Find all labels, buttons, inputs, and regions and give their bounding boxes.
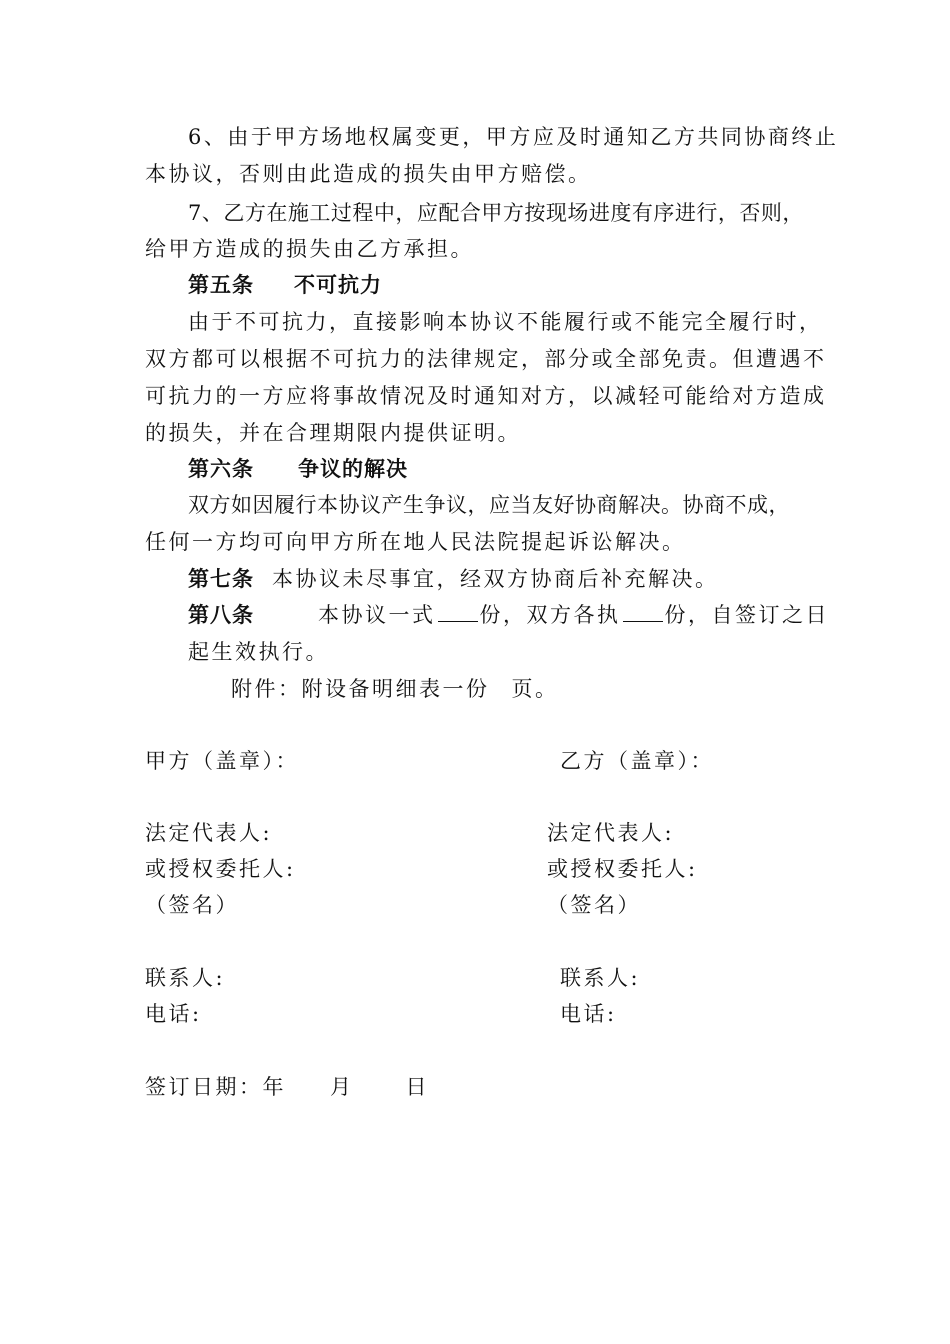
party-a-phone-label: 电话:	[145, 1002, 202, 1026]
party-b-phone-label: 电话:	[560, 1002, 617, 1026]
party-a-seal-label: 甲方（盖章）：	[145, 749, 299, 773]
article-7	[188, 566, 719, 592]
article-5-heading	[188, 272, 382, 298]
article-8-text-c: 份，自签订之日	[664, 603, 829, 627]
party-b-sign-label: （签名）	[547, 893, 641, 917]
article-8-line-1	[188, 602, 829, 628]
party-a-authorized-label: 或授权委托人:	[145, 857, 296, 881]
attachment-line	[231, 676, 559, 702]
signing-date-day: 日	[405, 1075, 429, 1099]
article-5-title: 不可抗力	[294, 272, 382, 297]
article-8-text-a: 本协议一式	[318, 603, 436, 627]
party-b-legal-rep-label: 法定代表人:	[547, 821, 675, 845]
party-a-legal-rep-label: 法定代表人:	[145, 821, 273, 845]
article-5-line-4: 的损失，并在合理期限内提供证明。	[145, 421, 521, 445]
party-a-contact-label: 联系人:	[145, 966, 226, 990]
copies-total-blank	[438, 603, 478, 622]
signing-date-label: 签订日期：	[145, 1075, 263, 1099]
clause-7-line-2: 给甲方造成的损失由乙方承担。	[145, 237, 474, 261]
article-6-heading	[188, 456, 408, 482]
party-b-authorized-label: 或授权委托人:	[547, 857, 698, 881]
article-8-number: 第八条	[188, 602, 254, 627]
article-6-title: 争议的解决	[298, 456, 408, 481]
article-5-line-3: 可抗力的一方应将事故情况及时通知对方，以减轻可能给对方造成	[145, 384, 827, 408]
article-8-text-b: 份，双方各执	[479, 603, 621, 627]
article-6-number: 第六条	[188, 456, 254, 481]
signing-date-year: 年	[262, 1075, 286, 1099]
clause-7-line-1: 7、乙方在施工过程中，应配合甲方按现场进度有序进行，否则，	[188, 201, 804, 225]
copies-each-blank	[623, 603, 663, 622]
party-b-seal-label: 乙方（盖章）：	[560, 749, 714, 773]
party-a-sign-label: （签名）	[145, 893, 239, 917]
article-5-line-1: 由于不可抗力，直接影响本协议不能履行或不能完全履行时，	[188, 310, 823, 334]
signing-date-line	[145, 1074, 429, 1100]
article-6-line-1: 双方如因履行本协议产生争议，应当友好协商解决。协商不成，	[188, 493, 790, 517]
article-8-line-2: 起生效执行。	[188, 640, 329, 664]
article-7-number: 第七条	[188, 566, 254, 591]
article-5-number: 第五条	[188, 272, 254, 297]
article-6-line-2: 任何一方均可向甲方所在地人民法院提起诉讼解决。	[145, 530, 686, 554]
signing-date-month: 月	[330, 1075, 354, 1099]
attachment-text: 附件：附设备明细表一份	[231, 677, 490, 701]
attachment-unit: 页。	[511, 677, 559, 701]
clause-6-line-2: 本协议，否则由此造成的损失由甲方赔偿。	[145, 162, 592, 186]
party-b-contact-label: 联系人:	[560, 966, 641, 990]
article-7-text: 本协议未尽事宜，经双方协商后补充解决。	[272, 567, 719, 591]
clause-6-line-1: 6、由于甲方场地权属变更，甲方应及时通知乙方共同协商终止	[188, 125, 839, 149]
article-5-line-2: 双方都可以根据不可抗力的法律规定，部分或全部免责。但遭遇不	[145, 347, 827, 371]
